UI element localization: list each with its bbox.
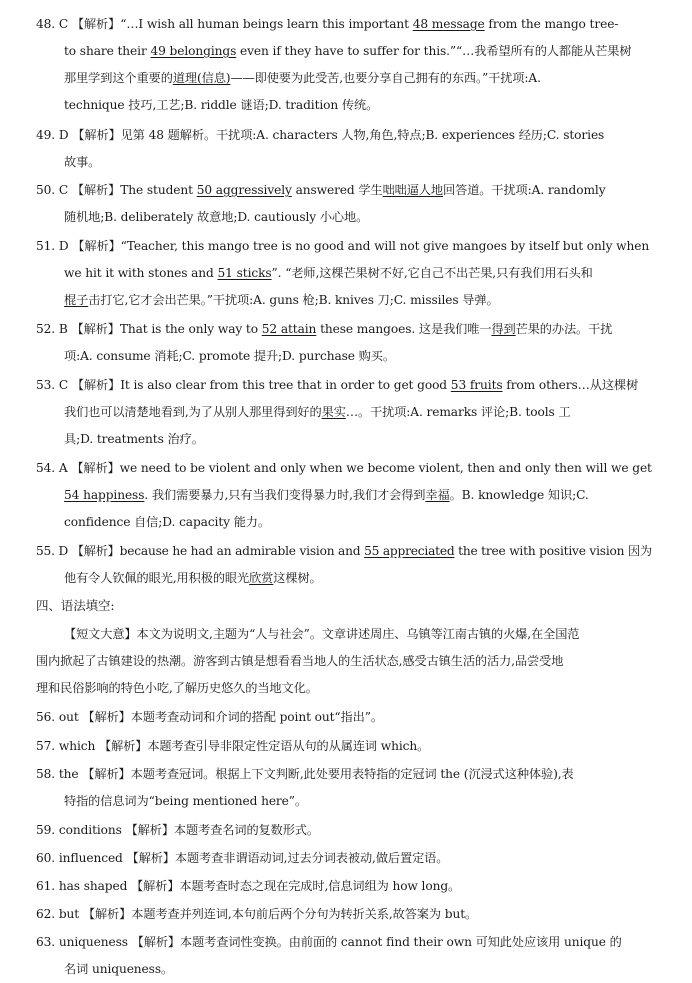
q52-line-1: 52. B 【解析】That is the only way to 52 attain these mangoes. 这是我们唯一得到芒果的办法。干扰 bbox=[36, 322, 613, 336]
q49-line-2: 故事。 bbox=[64, 155, 101, 169]
q63-line-2: 名词 uniqueness。 bbox=[64, 962, 174, 976]
q48-line-4: technique 技巧,工艺;B. riddle 谜语;D. tradition 传统。 bbox=[64, 98, 379, 112]
q48-line-2: to share their 49 belongings even if they have to suffer for this.”“…我希望所有的人都能从芒果树 bbox=[64, 44, 632, 58]
summary-line-3: 理和民俗影响的特色小吃,了解历史悠久的当地文化。 bbox=[36, 681, 318, 695]
q48-line-1: 48. C 【解析】“…I wish all human beings learn this important 48 message from the mango tree- bbox=[36, 17, 619, 31]
blank-55: 55 appreciated bbox=[364, 544, 455, 558]
q50-line-2: 随机地;B. deliberately 故意地;D. cautiously 小心地。 bbox=[64, 210, 369, 224]
blank-52: 52 attain bbox=[261, 322, 317, 336]
blank-49: 49 belongings bbox=[150, 44, 237, 58]
q49-line-1: 49. D 【解析】见第 48 题解析。干扰项:A. characters 人物,角色,特点;B. experiences 经历;C. stories bbox=[36, 128, 605, 142]
q54-line-3: confidence 自信;D. capacity 能力。 bbox=[64, 515, 270, 529]
q55-line-2: 他有令人钦佩的眼光,用积极的眼光欣赏这棵树。 bbox=[64, 571, 322, 585]
q58-line-2: 特指的信息词为“being mentioned here”。 bbox=[64, 794, 307, 808]
q62-line: 62. but 【解析】本题考查并列连词,本句前后两个分句为转折关系,故答案为 but。 bbox=[36, 907, 478, 921]
blank-48: 48 message bbox=[412, 17, 485, 31]
q50-line-1: 50. C 【解析】The student 50 aggressively answered 学生咄咄逼人地回答道。干扰项:A. randomly bbox=[36, 183, 606, 197]
q58-line-1: 58. the 【解析】本题考查冠词。根据上下文判断,此处要用表特指的定冠词 the (沉浸式这种体验),表 bbox=[36, 767, 574, 781]
q57-line: 57. which 【解析】本题考查引导非限定性定语从句的从属连词 which。 bbox=[36, 739, 430, 753]
q53-line-3: 具;D. treatments 治疗。 bbox=[64, 432, 204, 446]
q54-line-2: 54 happiness. 我们需要暴力,只有当我们变得暴力时,我们才会得到幸福。B. knowledge 知识;C. bbox=[64, 488, 589, 502]
summary-line-2: 围内掀起了古镇建设的热潮。游客到古镇是想看看当地人的生活状态,感受古镇生活的活力,品尝受地 bbox=[36, 654, 564, 668]
q53-line-2: 我们也可以清楚地看到,为了从别人那里得到好的果实…。干扰项:A. remarks 评论;B. tools 工 bbox=[64, 405, 571, 419]
blank-51: 51 sticks bbox=[217, 266, 272, 280]
q61-line: 61. has shaped 【解析】本题考查时态之现在完成时,信息词组为 how long。 bbox=[36, 879, 461, 893]
q63-line-1: 63. uniqueness 【解析】本题考查词性变换。由前面的 cannot find their own 可知此处应该用 unique 的 bbox=[36, 935, 622, 949]
q53-line-1: 53. C 【解析】It is also clear from this tree that in order to get good 53 fruits from others…从这棵树 bbox=[36, 378, 639, 392]
section-heading: 四、语法填空: bbox=[36, 598, 115, 613]
q52-line-2: 项:A. consume 消耗;C. promote 提升;D. purchase 购买。 bbox=[64, 349, 395, 363]
blank-50: 50 aggressively bbox=[196, 183, 292, 197]
q54-line-1: 54. A 【解析】we need to be violent and only when we become violent, then and only then will we get bbox=[36, 461, 652, 475]
q55-line-1: 55. D 【解析】because he had an admirable vision and 55 appreciated the tree with positive vision 因为 bbox=[36, 544, 652, 558]
q51-line-1: 51. D 【解析】“Teacher, this mango tree is no good and will not give mangoes by itself but only when bbox=[36, 239, 650, 253]
q60-line: 60. influenced 【解析】本题考查非谓语动词,过去分词表被动,做后置定语。 bbox=[36, 851, 449, 865]
q51-line-2: we hit it with stones and 51 sticks”. “老师,这棵芒果树不好,它自己不出芒果,只有我们用石头和 bbox=[64, 266, 593, 280]
q48-line-3: 那里学到这个重要的道理(信息)——即使要为此受苦,也要分享自己拥有的东西。”干扰项:A. bbox=[64, 71, 541, 85]
q56-line: 56. out 【解析】本题考查动词和介词的搭配 point out“指出”。 bbox=[36, 710, 383, 724]
blank-54: 54 happiness bbox=[64, 488, 145, 502]
blank-53: 53 fruits bbox=[450, 378, 503, 392]
q59-line: 59. conditions 【解析】本题考查名词的复数形式。 bbox=[36, 823, 319, 837]
summary-line-1: 【短文大意】本文为说明文,主题为“人与社会”。文章讲述周庄、乌镇等江南古镇的火爆,在全国范 bbox=[64, 627, 580, 641]
q51-line-3: 棍子击打它,它才会出芒果。”干扰项:A. guns 枪;B. knives 刀;C. missiles 导弹。 bbox=[64, 293, 499, 307]
